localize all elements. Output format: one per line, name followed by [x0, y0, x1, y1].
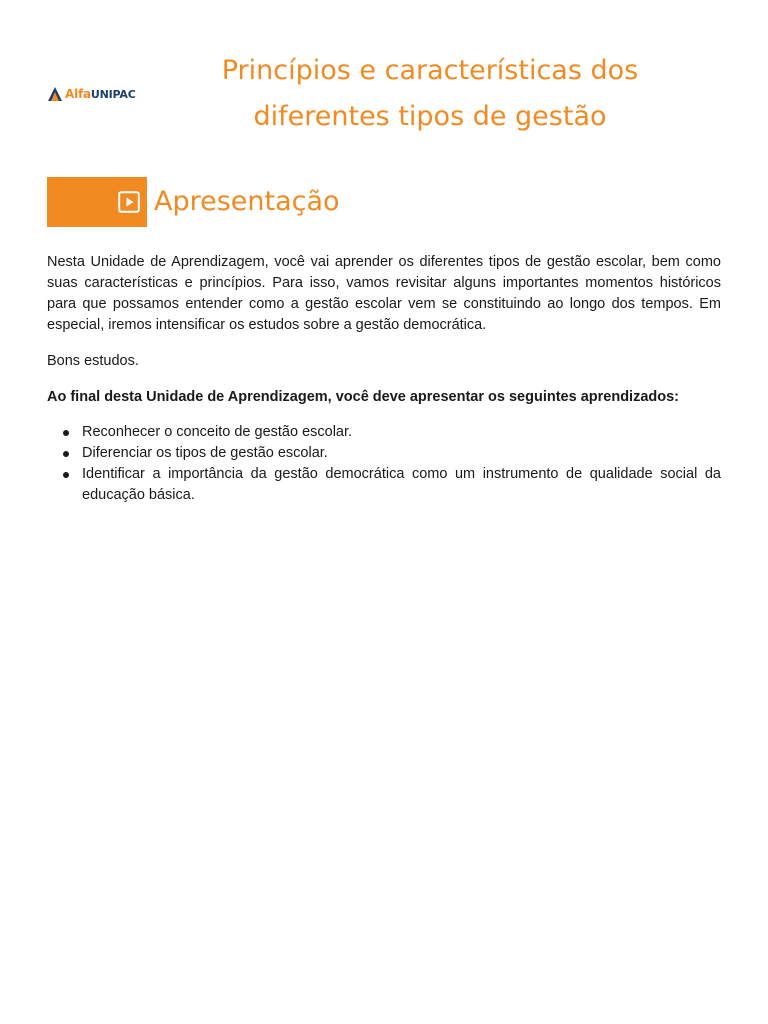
greeting-paragraph: Bons estudos. [47, 353, 139, 369]
logo-unipac-text: UNIPAC [90, 88, 136, 101]
page-header [0, 0, 768, 150]
list-item [47, 443, 721, 464]
play-icon [118, 191, 140, 213]
document-title-line-2: diferentes tipos de gestão [253, 101, 607, 132]
bullet-icon [63, 430, 69, 436]
section-title: Apresentação [154, 186, 340, 217]
list-item-text: Reconhecer o conceito de gestão escolar. [82, 424, 353, 440]
list-item [47, 464, 721, 506]
section-content [47, 252, 721, 506]
objectives-heading: Ao final desta Unidade de Aprendizagem, você deve apresentar os seguintes aprendizados: [47, 389, 679, 405]
list-item-text: Diferenciar os tipos de gestão escolar. [82, 445, 328, 461]
section-header [47, 177, 340, 227]
objectives-list [47, 422, 721, 506]
document-title [160, 48, 700, 140]
alfa-triangle-logo-icon [47, 86, 63, 102]
list-item [47, 422, 721, 443]
section-accent-bar [47, 177, 147, 227]
logo-alfa-text: Alfa [65, 87, 91, 101]
bullet-icon [63, 472, 69, 478]
bullet-icon [63, 451, 69, 457]
document-title-line-1: Princípios e características dos [221, 55, 639, 86]
list-item-text: Identificar a importância da gestão democrática como um instrumento de qualidade social da educação básica. [82, 466, 721, 503]
intro-paragraph: Nesta Unidade de Aprendizagem, você vai aprender os diferentes tipos de gestão escolar, bem como suas características e princípios. Para isso, vamos revisitar alguns importantes momentos históricos para que possamos entender como a gestão escolar vem se constituindo ao longo dos tempos. Em especial, iremos intensificar os estudos sobre a gestão democrática. [47, 254, 721, 333]
alfa-unipac-logo [47, 84, 136, 104]
logo-text [65, 87, 136, 101]
